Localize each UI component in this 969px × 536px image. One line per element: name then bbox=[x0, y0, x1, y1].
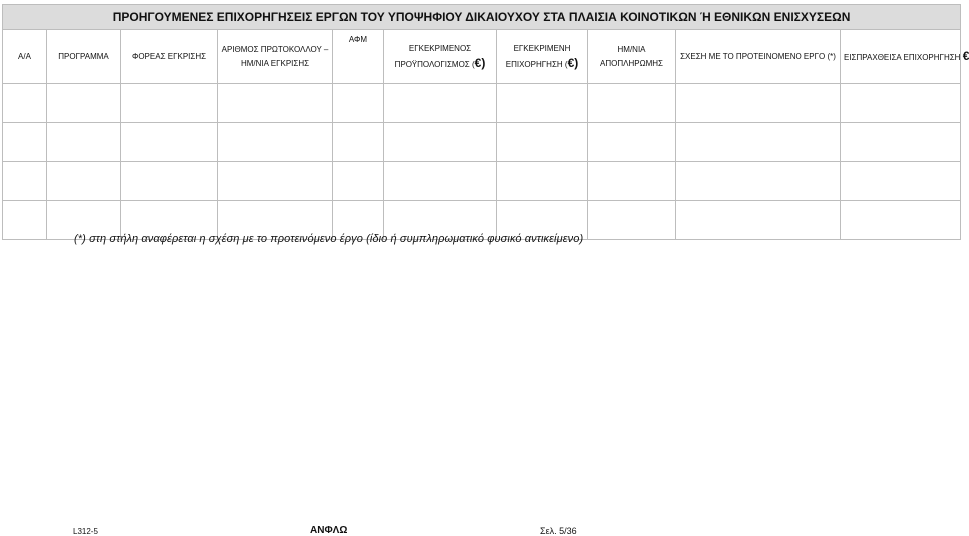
table-title: ΠΡΟΗΓΟΥΜΕΝΕΣ ΕΠΙΧΟΡΗΓΗΣΕΙΣ ΕΡΓΩΝ ΤΟΥ ΥΠΟΨΗΦΙΟΥ ΔΙΚΑΙΟΥΧΟΥ ΣΤΑ ΠΛΑΙΣΙΑ ΚΟΙΝΟΤΙΚΩΝ Ή ΕΘΝΙΚΩΝ ΕΝΙΣΧΥΣΕΩΝ bbox=[3, 5, 961, 30]
table-cell[interactable] bbox=[588, 123, 676, 162]
footer-center: ΑΝΦΛΩ bbox=[310, 525, 348, 536]
table-cell[interactable] bbox=[841, 123, 961, 162]
table-cell[interactable] bbox=[384, 84, 497, 123]
table-cell[interactable] bbox=[47, 84, 121, 123]
euro-sign: € bbox=[962, 48, 969, 63]
header-row bbox=[3, 30, 961, 84]
col-header-approval-body: ΦΟΡΕΑΣ ΕΓΚΡΙΣΗΣ bbox=[121, 30, 218, 84]
table-cell[interactable] bbox=[121, 162, 218, 201]
table-cell[interactable] bbox=[218, 84, 333, 123]
table-cell[interactable] bbox=[3, 201, 47, 240]
footer-code: L312-5 bbox=[73, 527, 98, 536]
table-cell[interactable] bbox=[588, 162, 676, 201]
table-cell[interactable] bbox=[121, 84, 218, 123]
col-header-budget-line1: ΕΓΚΕΚΡΙΜΕΝΟΣ bbox=[408, 43, 472, 53]
table-row bbox=[3, 162, 961, 201]
table-cell[interactable] bbox=[841, 84, 961, 123]
col-header-grant-line1: ΕΓΚΕΚΡΙΜΕΝΗ bbox=[513, 43, 571, 53]
table-cell[interactable] bbox=[3, 84, 47, 123]
table-cell[interactable] bbox=[47, 123, 121, 162]
col-header-payment-line1: ΗΜ/ΝΙΑ bbox=[617, 44, 646, 54]
table-cell[interactable] bbox=[3, 162, 47, 201]
col-header-program: ΠΡΟΓΡΑΜΜΑ bbox=[47, 30, 121, 84]
col-header-budget bbox=[384, 30, 497, 84]
table-cell[interactable] bbox=[218, 123, 333, 162]
grants-table bbox=[2, 4, 969, 240]
footer-page-number: Σελ. 5/36 bbox=[540, 526, 577, 536]
table-cell[interactable] bbox=[841, 201, 961, 240]
table-cell[interactable] bbox=[333, 123, 384, 162]
table-cell[interactable] bbox=[333, 162, 384, 201]
table-cell[interactable] bbox=[497, 123, 588, 162]
col-header-budget-line2: ΠΡΟΫΠΟΛΟΓΙΣΜΟΣ (€) bbox=[394, 55, 486, 70]
table-cell[interactable] bbox=[588, 201, 676, 240]
col-header-aa: Α/Α bbox=[3, 30, 47, 84]
col-header-protocol-line2: ΗΜ/ΝΙΑ ΕΓΚΡΙΣΗΣ bbox=[240, 58, 310, 68]
euro-sign: € bbox=[567, 55, 575, 70]
table-cell[interactable] bbox=[676, 162, 841, 201]
col-header-protocol bbox=[218, 30, 333, 84]
col-header-protocol-line1: ΑΡΙΘΜΟΣ ΠΡΩΤΟΚΟΛΛΟΥ – bbox=[221, 44, 329, 54]
euro-sign: € bbox=[474, 55, 482, 70]
table-row bbox=[3, 123, 961, 162]
table-cell[interactable] bbox=[676, 84, 841, 123]
table-cell[interactable] bbox=[676, 123, 841, 162]
table-cell[interactable] bbox=[497, 84, 588, 123]
table-cell[interactable] bbox=[47, 162, 121, 201]
table-cell[interactable] bbox=[841, 162, 961, 201]
table-cell[interactable] bbox=[218, 162, 333, 201]
table-cell[interactable] bbox=[497, 162, 588, 201]
table-cell[interactable] bbox=[333, 84, 384, 123]
col-header-payment-line2: ΑΠΟΠΛΗΡΩΜΗΣ bbox=[600, 58, 663, 68]
table-cell[interactable] bbox=[384, 162, 497, 201]
col-header-relation: ΣΧΕΣΗ ΜΕ ΤΟ ΠΡΟΤΕΙΝΟΜΕΝΟ ΕΡΓΟ (*) bbox=[676, 30, 841, 84]
table-cell[interactable] bbox=[121, 123, 218, 162]
col-header-grant-line2: ΕΠΙΧΟΡΗΓΗΣΗ (€) bbox=[505, 55, 579, 70]
col-header-payment-date bbox=[588, 30, 676, 84]
col-header-collected: ΕΙΣΠΡΑΧΘΕΙΣΑ ΕΠΙΧΟΡΗΓΗΣΗ € bbox=[841, 30, 961, 84]
col-header-afm: ΑΦΜ bbox=[333, 30, 384, 84]
table-row bbox=[3, 84, 961, 123]
table-cell[interactable] bbox=[588, 84, 676, 123]
table-cell[interactable] bbox=[384, 123, 497, 162]
col-header-grant bbox=[497, 30, 588, 84]
table-cell[interactable] bbox=[3, 123, 47, 162]
footnote: (*) στη στήλη αναφέρεται η σχέση με το προτεινόμενο έργο (ίδιο ή συμπληρωματικό φυσικό αντικείμενο) bbox=[74, 233, 584, 245]
table-cell[interactable] bbox=[676, 201, 841, 240]
